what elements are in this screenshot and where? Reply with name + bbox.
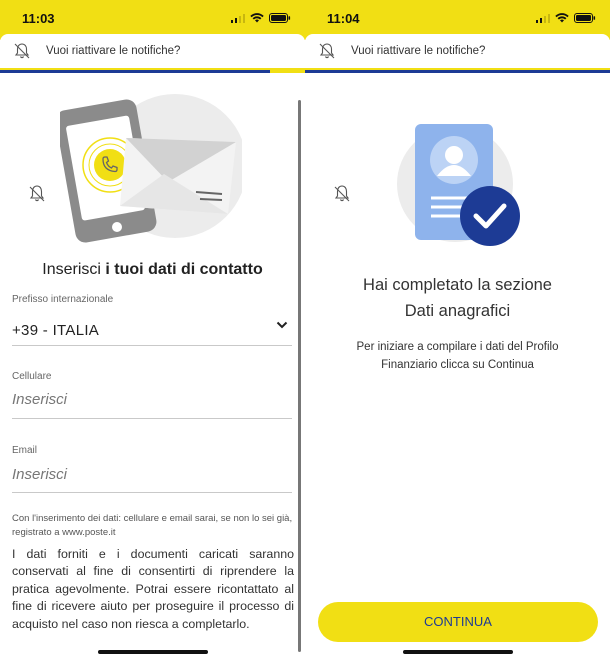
status-time: 11:03 [22,11,55,26]
page-title [0,261,305,279]
notification-text: Vuoi riattivare le notifiche? [351,45,486,57]
email-input[interactable]: Inserisci [12,466,68,483]
wifi-icon [555,13,569,23]
title-regular: Inserisci [42,261,106,278]
prefix-label: Prefisso internazionale [12,294,114,305]
checkmark-icon [460,186,520,246]
status-icons [231,13,292,23]
bell-off-icon[interactable] [28,184,46,204]
mobile-input[interactable]: Inserisci [12,391,68,408]
notification-text: Vuoi riattivare le notifiche? [46,45,181,57]
prefix-select[interactable]: +39 - ITALIA [12,322,100,339]
completion-title-line-1: Hai completato la sezione [363,276,552,294]
prefix-underline [12,345,292,346]
contact-illustration [60,92,242,244]
home-indicator[interactable] [403,650,513,654]
status-icons [536,13,597,23]
mobile-label: Cellulare [12,371,52,382]
notification-banner[interactable] [305,34,610,68]
signal-icon [231,13,246,23]
email-underline [12,492,292,493]
progress-bar [305,68,610,73]
battery-icon [269,13,291,23]
bell-off-icon[interactable] [333,184,351,204]
email-label: Email [12,445,38,456]
progress-bar [0,68,305,73]
profile-complete-illustration [397,118,527,254]
chevron-down-icon[interactable] [276,320,288,330]
continue-button[interactable]: CONTINUA [318,602,598,642]
section-complete-screen [305,0,610,660]
data-retention-text: I dati forniti e i documenti caricati saranno conservati al fine di consentirti di riprendere la pratica agevolmente. Potrai essere ricontattato al fine di ricevere aiuto per proseguire il processo di acquisto nel caso non riesca a completarlo. [12,547,294,631]
completion-title-line-2: Dati anagrafici [404,302,511,320]
title-bold: i tuoi dati di contatto [105,261,263,278]
completion-subtitle-line-1: Per iniziare a compilare i dati del Profilo [356,341,559,353]
envelope-icon [120,138,236,214]
home-indicator[interactable] [98,650,208,654]
battery-icon [574,13,596,23]
bell-off-icon [13,42,31,60]
bell-off-icon [318,42,336,60]
signal-icon [536,13,551,23]
wifi-icon [250,13,264,23]
completion-subtitle-line-2: Finanziario clicca su Continua [381,359,534,371]
notification-banner[interactable] [0,34,305,68]
status-time: 11:04 [327,11,360,26]
mobile-underline [12,418,292,419]
registration-note: Con l'inserimento dei dati: cellulare e email sarai, se non lo sei già, registrato a www.poste.it [12,513,293,538]
scrollbar[interactable] [298,100,301,652]
